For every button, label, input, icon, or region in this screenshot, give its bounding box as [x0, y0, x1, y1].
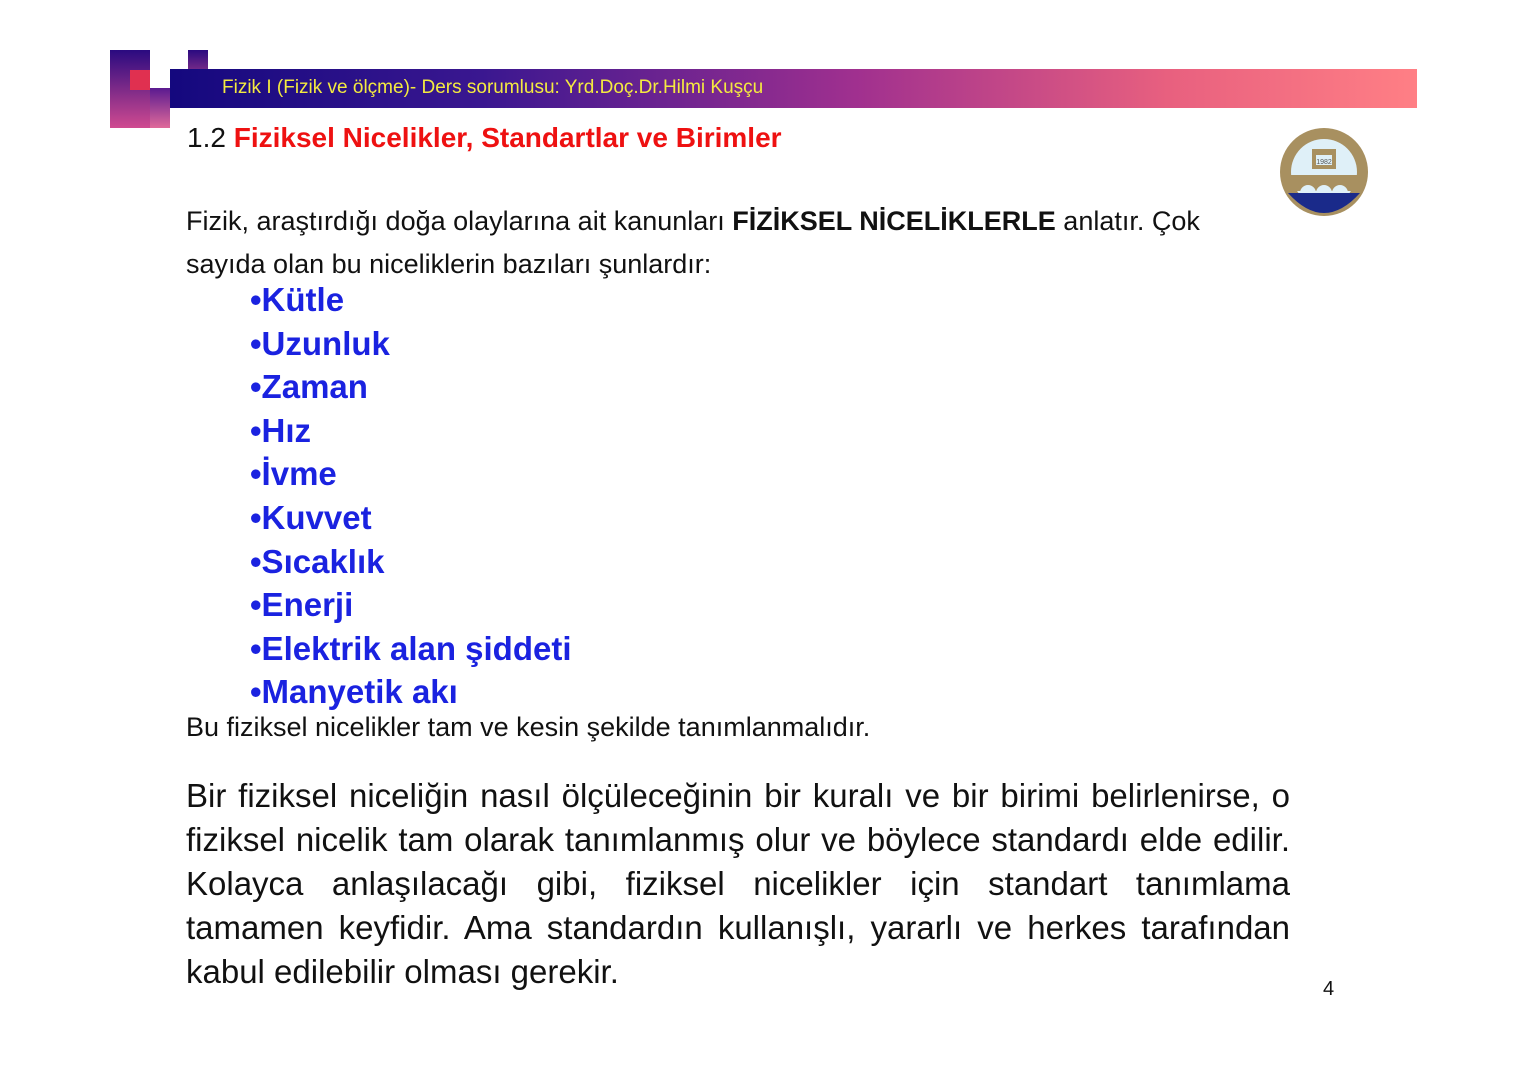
- list-item: •İvme: [250, 455, 337, 493]
- list-item: •Sıcaklık: [250, 542, 385, 580]
- decor-square: [150, 88, 170, 128]
- list-item: •Kütle: [250, 281, 345, 318]
- list-item: •Kuvvet: [250, 498, 372, 536]
- decor-square: [130, 70, 150, 90]
- quantity-list: [250, 278, 572, 714]
- list-item: •Zaman: [250, 368, 368, 406]
- title-text: Fiziksel Nicelikler, Standartlar ve Birimler: [233, 122, 782, 153]
- header-bar: [170, 69, 1417, 108]
- intro-text: [186, 200, 1266, 286]
- section-number: 1.2: [187, 122, 226, 153]
- university-logo: [1278, 113, 1370, 231]
- intro-before: Fizik, araştırdığı doğa olaylarına ait kanunları: [186, 206, 733, 236]
- intro-after: anlatır. Çok sayıda olan bu niceliklerin bazıları şunlardır:: [186, 206, 1200, 279]
- list-item: •Hız: [250, 411, 312, 449]
- note-text: Bu fiziksel nicelikler tam ve kesin şekilde tanımlanmalıdır.: [186, 712, 871, 742]
- list-item: •Enerji: [250, 586, 354, 624]
- list-item: •Elektrik alan şiddeti: [250, 629, 572, 667]
- page-number: 4: [1323, 978, 1335, 1000]
- list-item: •Uzunluk: [250, 324, 390, 362]
- course-header: Fizik I (Fizik ve ölçme)- Ders sorumlusu: Yrd.Doç.Dr.Hilmi Kuşçu: [222, 77, 764, 98]
- svg-text:1982: 1982: [1316, 159, 1332, 166]
- intro-bold: FİZİKSEL NİCELİKLERLE: [732, 206, 1056, 236]
- list-item: •Manyetik akı: [250, 673, 458, 711]
- slide-title: [187, 122, 782, 154]
- paragraph: Bir fiziksel niceliğin nasıl ölçüleceğinin bir kuralı ve bir birimi belirlenirse, o fiziksel nicelik tam olarak tanımlanmış olur ve böylece standardı elde edilir. Kolayca anlaşılacağı gibi, fiziksel nicelikler için standart tanımlama tamamen keyfidir. Ama standardın kullanışlı, yararlı ve herkes tarafından kabul edilebilir olması gerekir.: [186, 777, 1290, 990]
